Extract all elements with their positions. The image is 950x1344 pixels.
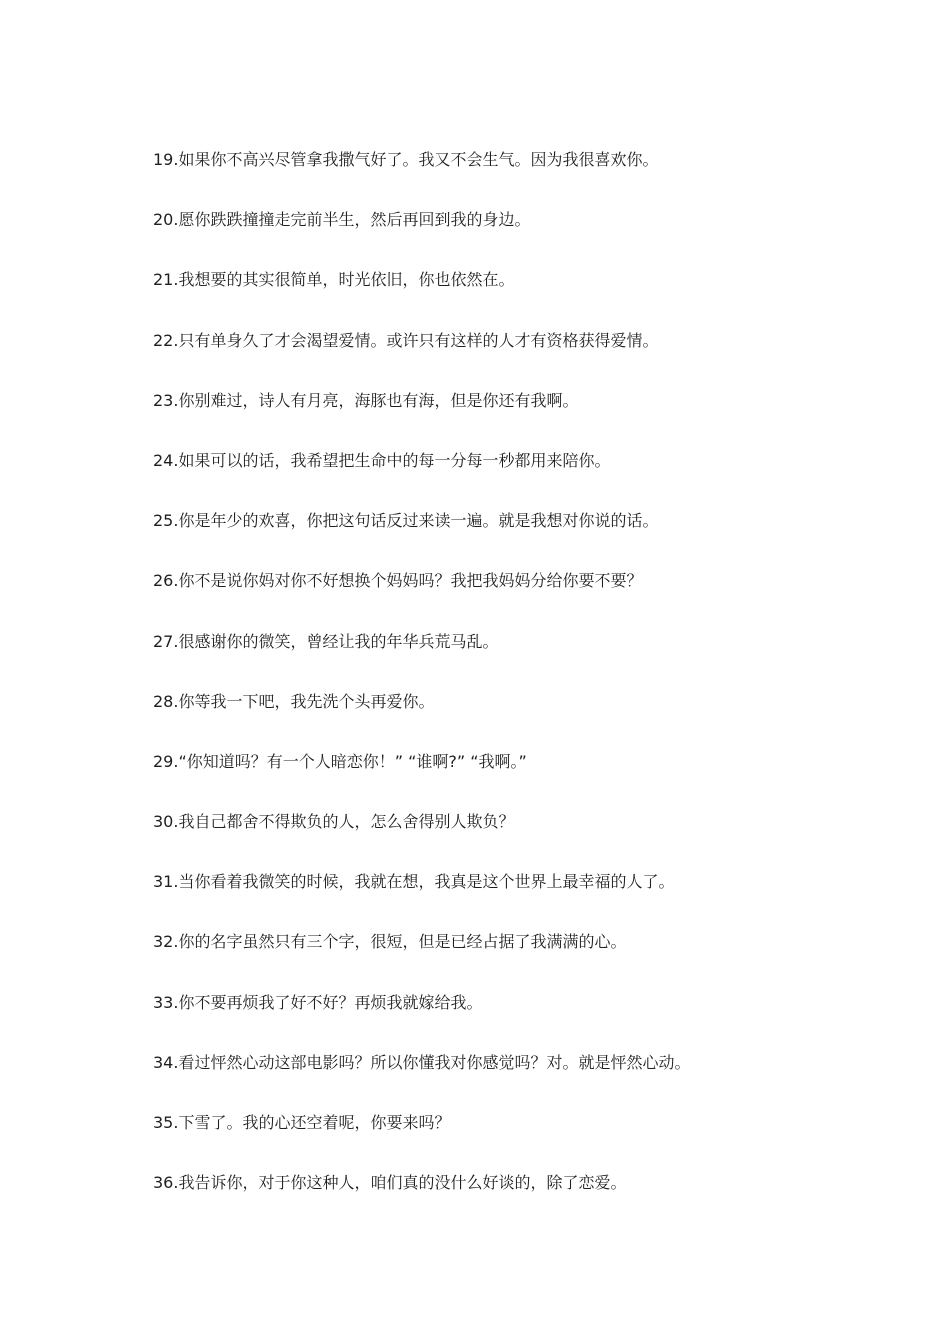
text-line: 32.你的名字虽然只有三个字，很短，但是已经占据了我满满的心。: [153, 932, 627, 952]
text-line: 30.我自己都舍不得欺负的人，怎么舍得别人欺负？: [153, 812, 515, 832]
text-line: 22.只有单身久了才会渴望爱情。或许只有这样的人才有资格获得爱情。: [153, 330, 659, 350]
text-line: 25.你是年少的欢喜，你把这句话反过来读一遍。就是我想对你说的话。: [153, 511, 659, 531]
text-lines: [153, 148, 853, 1231]
text-line: 28.你等我一下吧，我先洗个头再爱你。: [153, 691, 435, 711]
text-line: 20.愿你跌跌撞撞走完前半生，然后再回到我的身边。: [153, 210, 531, 230]
text-line: 36.我告诉你，对于你这种人，咱们真的没什么好谈的，除了恋爱。: [153, 1173, 627, 1193]
text-line: 19.如果你不高兴尽管拿我撒气好了。我又不会生气。因为我很喜欢你。: [153, 150, 659, 169]
text-line: 29.“你知道吗？有一个人暗恋你！” “谁啊?” “我啊。”: [153, 751, 527, 771]
text-line: 24.如果可以的话，我希望把生命中的每一分每一秒都用来陪你。: [153, 450, 611, 470]
text-line: 33.你不要再烦我了好不好？再烦我就嫁给我。: [153, 992, 483, 1012]
text-line: 31.当你看着我微笑的时候，我就在想，我真是这个世界上最幸福的人了。: [153, 872, 675, 892]
text-line: 26.你不是说你妈对你不好想换个妈妈吗？我把我妈妈分给你要不要？: [153, 571, 643, 591]
text-line: 34.看过怦然心动这部电影吗？所以你懂我对你感觉吗？对。就是怦然心动。: [153, 1052, 691, 1072]
text-line: 27.很感谢你的微笑，曾经让我的年华兵荒马乱。: [153, 631, 499, 651]
text-line: 35.下雪了。我的心还空着呢，你要来吗？: [153, 1113, 451, 1132]
text-line: 23.你别难过，诗人有月亮，海豚也有海，但是你还有我啊。: [153, 390, 579, 410]
text-line: 21.我想要的其实很简单，时光依旧，你也依然在。: [153, 270, 515, 290]
